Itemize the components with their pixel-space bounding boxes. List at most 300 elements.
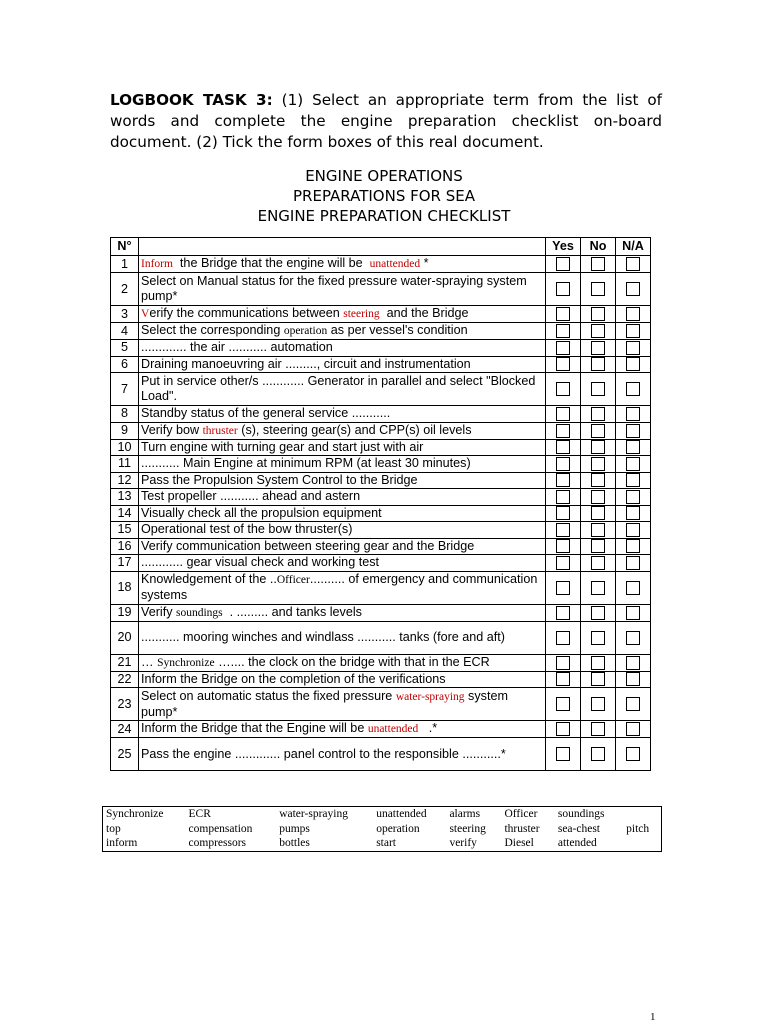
handwritten-answer: V	[141, 308, 150, 320]
checkbox-no[interactable]	[591, 257, 605, 271]
cell-no	[581, 721, 616, 738]
checkbox-na[interactable]	[626, 341, 640, 355]
row-number: 8	[111, 406, 139, 423]
cell-na	[616, 522, 651, 539]
checkbox-na[interactable]	[626, 457, 640, 471]
checkbox-no[interactable]	[591, 324, 605, 338]
checkbox-na[interactable]	[626, 581, 640, 595]
description-text: the Bridge that the engine will be	[172, 256, 370, 270]
checkbox-yes[interactable]	[556, 257, 570, 271]
description-text: ............ gear visual check and working test	[141, 555, 379, 570]
checklist-row	[111, 654, 651, 671]
header-description	[139, 238, 546, 256]
cell-yes	[546, 555, 581, 572]
cell-no	[581, 538, 616, 555]
checklist-row	[111, 340, 651, 357]
checklist-row	[111, 688, 651, 721]
row-description	[139, 340, 546, 357]
row-number: 3	[111, 306, 139, 323]
cell-na	[616, 273, 651, 306]
word-list-item: soundings	[557, 808, 605, 820]
task-label: LOGBOOK TASK 3:	[110, 91, 273, 109]
word-list-item: Synchronize	[106, 808, 164, 820]
cell-na	[616, 356, 651, 373]
cell-na	[616, 688, 651, 721]
row-description	[139, 555, 546, 572]
cell-no	[581, 373, 616, 406]
checkbox-na[interactable]	[626, 656, 640, 670]
cell-na	[616, 439, 651, 456]
word-list-item: verify	[449, 837, 477, 849]
word-list-item: top	[106, 822, 121, 835]
row-description	[139, 654, 546, 671]
row-description	[139, 522, 546, 539]
heading-engine-operations: ENGINE OPERATIONS	[305, 167, 463, 185]
row-description	[139, 422, 546, 439]
checkbox-yes[interactable]	[556, 382, 570, 396]
cell-no	[581, 671, 616, 688]
checklist-row	[111, 671, 651, 688]
cell-yes	[546, 456, 581, 473]
checkbox-yes[interactable]	[556, 581, 570, 595]
word-list-item: compressors	[188, 837, 247, 849]
description-text: (s), steering gear(s) and CPP(s) oil levels	[237, 422, 472, 437]
cell-no	[581, 571, 616, 604]
cell-na	[616, 555, 651, 572]
description-text: Select on Manual status for the fixed pressure water-spraying system pump*	[141, 274, 531, 303]
description-text: Verify	[141, 604, 176, 619]
description-text: ........... Main Engine at minimum RPM (at least 30 minutes)	[141, 456, 471, 471]
word-list-item: pumps	[279, 822, 310, 835]
row-number: 10	[111, 439, 139, 456]
checklist-row	[111, 406, 651, 423]
word-list-item: attended	[557, 837, 597, 849]
word-list-item	[623, 836, 661, 851]
row-description	[139, 688, 546, 721]
checkbox-na[interactable]	[626, 382, 640, 396]
word-list-row	[103, 807, 662, 822]
cell-na	[616, 323, 651, 340]
checkbox-na[interactable]	[626, 606, 640, 620]
description-text: ............. the air ........... automation	[141, 340, 333, 355]
cell-no	[581, 256, 616, 273]
row-number: 14	[111, 505, 139, 522]
checkbox-na[interactable]	[626, 539, 640, 553]
row-description	[139, 439, 546, 456]
checklist-row	[111, 538, 651, 555]
description-text: Select on automatic status the fixed pressure	[141, 688, 396, 703]
checkbox-na[interactable]	[626, 473, 640, 487]
handwritten-answer: Inform	[141, 258, 173, 270]
word-list-item: unattended	[376, 808, 427, 820]
checkbox-no[interactable]	[591, 672, 605, 686]
cell-yes	[546, 671, 581, 688]
checkbox-na[interactable]	[626, 523, 640, 537]
row-number: 16	[111, 538, 139, 555]
checkbox-yes[interactable]	[556, 672, 570, 686]
checklist-row	[111, 522, 651, 539]
checkbox-yes[interactable]	[556, 523, 570, 537]
row-number: 4	[111, 323, 139, 340]
cell-no	[581, 472, 616, 489]
description-text: erify the communications between	[149, 306, 344, 320]
word-list-row	[103, 822, 662, 837]
cell-yes	[546, 538, 581, 555]
checkbox-yes[interactable]	[556, 457, 570, 471]
checklist-row	[111, 356, 651, 373]
header-no: No	[581, 238, 616, 256]
cell-na	[616, 571, 651, 604]
cell-yes	[546, 422, 581, 439]
cell-na	[616, 604, 651, 621]
checkbox-yes[interactable]	[556, 506, 570, 520]
row-number: 17	[111, 555, 139, 572]
description-text: Put in service other/s ............ Generator in parallel and select "Blocked Load".	[141, 374, 539, 403]
checkbox-no[interactable]	[591, 631, 605, 645]
checklist-body	[111, 256, 651, 771]
word-list-item: operation	[376, 822, 420, 835]
row-description	[139, 738, 546, 771]
page-number: 1	[650, 1011, 656, 1023]
cell-no	[581, 456, 616, 473]
word-list-item: compensation	[188, 822, 253, 835]
checkbox-yes[interactable]	[556, 606, 570, 620]
word-list-item: water-spraying	[279, 808, 348, 820]
handwritten-answer: water-spraying	[395, 690, 465, 703]
checkbox-na[interactable]	[626, 747, 640, 761]
row-number: 22	[111, 671, 139, 688]
description-text: .*	[418, 721, 438, 735]
row-number: 13	[111, 489, 139, 506]
checkbox-na[interactable]	[626, 697, 640, 711]
checkbox-no[interactable]	[591, 473, 605, 487]
checkbox-yes[interactable]	[556, 697, 570, 711]
cell-yes	[546, 373, 581, 406]
row-description	[139, 538, 546, 555]
row-number: 5	[111, 340, 139, 357]
checkbox-na[interactable]	[626, 424, 640, 438]
word-list-item: start	[376, 837, 397, 849]
row-number: 19	[111, 604, 139, 621]
heading-preparations-for-sea: PREPARATIONS FOR SEA	[293, 187, 475, 205]
cell-no	[581, 306, 616, 323]
header-na: N/A	[616, 238, 651, 256]
row-number: 2	[111, 273, 139, 306]
cell-na	[616, 671, 651, 688]
handwritten-answer: Synchronize	[157, 656, 215, 669]
checkbox-no[interactable]	[591, 490, 605, 504]
checklist-row	[111, 323, 651, 340]
checkbox-yes[interactable]	[556, 473, 570, 487]
word-list-item: alarms	[449, 808, 481, 820]
cell-na	[616, 738, 651, 771]
description-text: Pass the Propulsion System Control to the Bridge	[141, 472, 418, 487]
handwritten-answer: steering	[343, 308, 380, 320]
cell-yes	[546, 688, 581, 721]
description-text: system pump*	[141, 688, 512, 719]
word-list-item: bottles	[279, 837, 310, 849]
checkbox-na[interactable]	[626, 672, 640, 686]
checkbox-yes[interactable]	[556, 440, 570, 454]
word-list-item: ECR	[188, 808, 211, 820]
checkbox-no[interactable]	[591, 282, 605, 296]
cell-na	[616, 489, 651, 506]
row-description	[139, 356, 546, 373]
checkbox-na[interactable]	[626, 282, 640, 296]
cell-yes	[546, 721, 581, 738]
checkbox-yes[interactable]	[556, 424, 570, 438]
cell-yes	[546, 306, 581, 323]
description-text: and the Bridge	[379, 306, 469, 320]
checklist-row	[111, 456, 651, 473]
checklist-row	[111, 489, 651, 506]
checklist-row	[111, 472, 651, 489]
checklist-row	[111, 505, 651, 522]
word-list-box	[102, 806, 662, 852]
cell-no	[581, 323, 616, 340]
row-number: 11	[111, 456, 139, 473]
checkbox-no[interactable]	[591, 539, 605, 553]
row-description	[139, 604, 546, 621]
row-number: 6	[111, 356, 139, 373]
row-number: 25	[111, 738, 139, 771]
description-text: Pass the engine ............. panel control to the responsible ...........*	[141, 746, 506, 761]
word-list-item: thruster	[504, 822, 540, 835]
word-list-item: pitch	[626, 822, 650, 835]
cell-no	[581, 505, 616, 522]
row-number: 1	[111, 256, 139, 273]
checkbox-na[interactable]	[626, 631, 640, 645]
checkbox-yes[interactable]	[556, 341, 570, 355]
checkbox-yes[interactable]	[556, 307, 570, 321]
row-description	[139, 671, 546, 688]
checkbox-yes[interactable]	[556, 556, 570, 570]
row-number: 9	[111, 422, 139, 439]
word-list-row	[103, 836, 662, 851]
cell-na	[616, 621, 651, 654]
description-text: Standby status of the general service ...........	[141, 406, 391, 421]
checkbox-yes[interactable]	[556, 631, 570, 645]
description-text: as per vessel's condition	[327, 323, 468, 337]
cell-no	[581, 522, 616, 539]
row-number: 7	[111, 373, 139, 406]
cell-no	[581, 439, 616, 456]
checkbox-na[interactable]	[626, 506, 640, 520]
row-description	[139, 472, 546, 489]
checkbox-na[interactable]	[626, 324, 640, 338]
description-text: Verify communication between steering gear and the Bridge	[141, 538, 475, 553]
description-text: Turn engine with turning gear and start just with air	[141, 439, 424, 454]
description-text: . ......... and tanks levels	[222, 604, 362, 619]
checklist-row	[111, 738, 651, 771]
checklist-row	[111, 306, 651, 323]
cell-yes	[546, 571, 581, 604]
cell-yes	[546, 472, 581, 489]
row-description	[139, 406, 546, 423]
cell-yes	[546, 256, 581, 273]
row-number: 24	[111, 721, 139, 738]
handwritten-answer: soundings	[176, 606, 223, 619]
cell-no	[581, 738, 616, 771]
description-text: ….... the clock on the bridge with that in the ECR	[214, 654, 490, 669]
checkbox-no[interactable]	[591, 440, 605, 454]
row-description	[139, 373, 546, 406]
row-number: 21	[111, 654, 139, 671]
checkbox-no[interactable]	[591, 722, 605, 736]
checklist-header-row	[111, 238, 651, 256]
row-description	[139, 621, 546, 654]
checkbox-no[interactable]	[591, 457, 605, 471]
checkbox-yes[interactable]	[556, 722, 570, 736]
checkbox-na[interactable]	[626, 357, 640, 371]
checklist-row	[111, 422, 651, 439]
row-description	[139, 456, 546, 473]
cell-yes	[546, 604, 581, 621]
row-number: 23	[111, 688, 139, 721]
checklist-row	[111, 256, 651, 273]
checklist-row	[111, 571, 651, 604]
checkbox-yes[interactable]	[556, 407, 570, 421]
checkbox-no[interactable]	[591, 341, 605, 355]
word-list-item: Officer	[504, 808, 538, 820]
row-description	[139, 323, 546, 340]
cell-na	[616, 505, 651, 522]
checklist-row	[111, 439, 651, 456]
checklist-row	[111, 721, 651, 738]
cell-yes	[546, 522, 581, 539]
cell-yes	[546, 505, 581, 522]
checkbox-no[interactable]	[591, 606, 605, 620]
checkbox-na[interactable]	[626, 490, 640, 504]
cell-no	[581, 688, 616, 721]
cell-no	[581, 356, 616, 373]
cell-yes	[546, 340, 581, 357]
word-list-item: sea-chest	[557, 822, 600, 835]
checkbox-yes[interactable]	[556, 324, 570, 338]
checklist-table	[110, 237, 651, 771]
cell-no	[581, 654, 616, 671]
checkbox-no[interactable]	[591, 523, 605, 537]
cell-na	[616, 373, 651, 406]
handwritten-answer: unattended	[369, 258, 421, 270]
word-list-item	[623, 807, 661, 822]
checkbox-na[interactable]	[626, 440, 640, 454]
row-description	[139, 273, 546, 306]
heading-engine-preparation-checklist: ENGINE PREPARATION CHECKLIST	[257, 207, 511, 225]
cell-na	[616, 456, 651, 473]
description-text: Select the corresponding	[141, 323, 284, 337]
cell-no	[581, 273, 616, 306]
description-text: *	[420, 256, 429, 270]
cell-no	[581, 422, 616, 439]
checkbox-na[interactable]	[626, 407, 640, 421]
word-list-item: steering	[449, 822, 486, 835]
checkbox-na[interactable]	[626, 556, 640, 570]
checkbox-no[interactable]	[591, 747, 605, 761]
description-text: Verify bow	[141, 422, 203, 437]
word-list-body	[103, 807, 662, 852]
row-number: 18	[111, 571, 139, 604]
cell-yes	[546, 654, 581, 671]
checkbox-no[interactable]	[591, 382, 605, 396]
checklist-row	[111, 555, 651, 572]
word-list-item: inform	[106, 837, 138, 849]
handwritten-answer: unattended	[367, 723, 419, 735]
checkbox-na[interactable]	[626, 307, 640, 321]
checkbox-no[interactable]	[591, 556, 605, 570]
cell-na	[616, 340, 651, 357]
cell-na	[616, 472, 651, 489]
description-text: Inform the Bridge that the Engine will be	[141, 721, 368, 735]
document-headings	[0, 166, 768, 226]
checkbox-no[interactable]	[591, 407, 605, 421]
cell-yes	[546, 439, 581, 456]
checklist-row	[111, 273, 651, 306]
checkbox-yes[interactable]	[556, 357, 570, 371]
cell-yes	[546, 406, 581, 423]
cell-yes	[546, 323, 581, 340]
cell-no	[581, 621, 616, 654]
cell-na	[616, 256, 651, 273]
handwritten-answer: Officer	[276, 574, 310, 586]
cell-yes	[546, 621, 581, 654]
row-description	[139, 489, 546, 506]
checkbox-no[interactable]	[591, 506, 605, 520]
row-description	[139, 256, 546, 273]
checkbox-yes[interactable]	[556, 656, 570, 670]
cell-yes	[546, 273, 581, 306]
checkbox-yes[interactable]	[556, 539, 570, 553]
checkbox-no[interactable]	[591, 656, 605, 670]
description-text: ........... mooring winches and windlass ........... tanks (fore and aft)	[141, 630, 505, 644]
checkbox-na[interactable]	[626, 722, 640, 736]
cell-na	[616, 422, 651, 439]
checkbox-na[interactable]	[626, 257, 640, 271]
row-description	[139, 306, 546, 323]
row-description	[139, 721, 546, 738]
description-text: …	[141, 654, 158, 669]
cell-yes	[546, 738, 581, 771]
description-text: Test propeller ........... ahead and astern	[141, 489, 361, 504]
checkbox-yes[interactable]	[556, 490, 570, 504]
checkbox-no[interactable]	[591, 357, 605, 371]
cell-na	[616, 721, 651, 738]
checkbox-yes[interactable]	[556, 282, 570, 296]
task-text: (1) Select an appropriate term from the list of words and complete the engine preparation checklist on-board document. (2) Tick the form boxes of this real document.	[110, 91, 663, 151]
cell-no	[581, 555, 616, 572]
description-text: Knowledgement of the ..	[141, 572, 277, 586]
row-description	[139, 505, 546, 522]
checkbox-yes[interactable]	[556, 747, 570, 761]
cell-na	[616, 406, 651, 423]
cell-na	[616, 306, 651, 323]
row-number: 12	[111, 472, 139, 489]
checkbox-no[interactable]	[591, 581, 605, 595]
cell-no	[581, 489, 616, 506]
task-instructions	[110, 90, 662, 153]
handwritten-answer: thruster	[202, 424, 238, 437]
row-description	[139, 571, 546, 604]
checkbox-no[interactable]	[591, 424, 605, 438]
description-text: Inform the Bridge on the completion of the verifications	[141, 671, 446, 686]
header-yes: Yes	[546, 238, 581, 256]
checkbox-no[interactable]	[591, 307, 605, 321]
header-number: N°	[111, 238, 139, 256]
cell-yes	[546, 356, 581, 373]
checklist-row	[111, 621, 651, 654]
cell-yes	[546, 489, 581, 506]
checkbox-no[interactable]	[591, 697, 605, 711]
